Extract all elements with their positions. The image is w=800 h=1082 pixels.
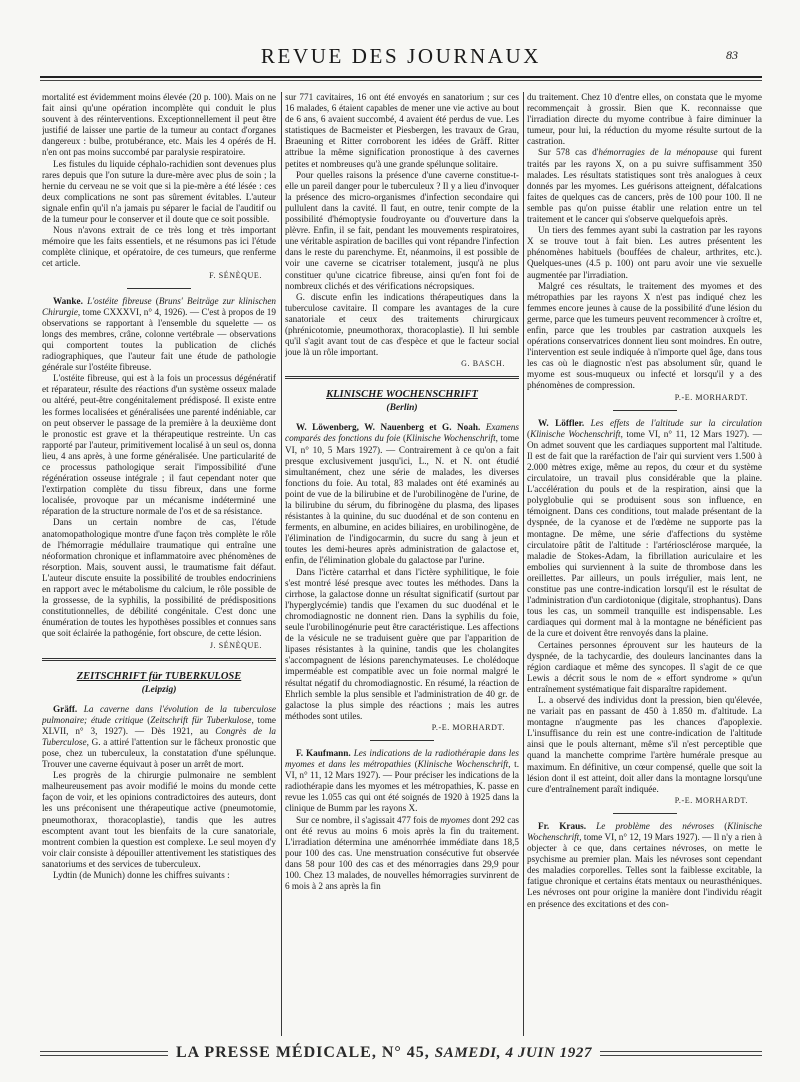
text-run: Certaines personnes éprouvent sur les hauteurs de la dyspnée, de la tachycardie, des douleurs lancinantes dans la région cardiaque et même des syncopes. Il s'agit de ce que Lewis a décrit sous le nom de « effort syndrome » qu'un entraînement systématique fait disparaître rapidement. [527,639,762,694]
paragraph [527,92,762,147]
journal-citation: Zeitschrift für Tuberkulose [150,714,252,725]
text-run: Pour quelles raisons la présence d'une caverne constitue-t-elle un pareil danger pour le tuberculeux ? Il y a lieu d'invoquer la présence des micro-organismes d'infection secondaire qui pullulent dans la cavité. Il faut, en outre, tenir compte de la possibilité d'hémoptysie foudroyante ou d'ouverture dans la plèvre. Enfin, il se fait, pendant les mouvements respiratoires, une véritable aspiration de bacilles qui vont répandre l'infection dans le reste du parenchyme. Et, néanmoins, il est possible de voir une caverne se cicatriser totalement, jusqu'à ne plus constituer qu'une cicatrice fibreuse, ainsi qu'en font foi de nombreux clichés et des vérifications nécropsiques. [285,169,519,291]
reviewer-signature: G. BASCH. [461,359,505,369]
paragraph [527,225,762,280]
section-separator [285,376,519,379]
text-run: Les fistules du liquide céphalo-rachidien sont devenues plus rares depuis que l'on suture la dure-mère avec plus de soin ; la hernie du cerveau ne se voit que si la pie-mère a été lésée : ces deux complications ne sont pas sûrement évitables. L'auteur signale enfin qu'il n'a jamais pu séparer le facial de l'auditif ou de la tumeur pour le conserver et il doute que ce soit possible. [42,158,276,225]
text-run: Un tiers des femmes ayant subi la castration par les rayons X se trouve tout à fait bien. Les autres présentent les phénomènes habituels (bouffées de chaleur, arthrites, etc.). Quelques-unes (4.5 p. 100) ont paru avoir une vie sexuelle augmentée par l'irradiation. [527,225,762,280]
article-author: Wanke. [53,295,83,306]
text-run: dont 292 cas ont été revus au moins 6 mois après la fin du traitement. L'irradiation détermina une aménorrhée immédiate dans 18,5 pour 100 des cas. Une menstruation consécutive fut observée dans 58 pour 100 des cas et des ménorragies dans 29,9 pour 100. Chez 13 malades, de nouvelles hémorragies survinrent de 6 mois à 2 ans après la fin [285,814,519,892]
paragraph [285,92,519,170]
footer-journal: LA PRESSE MÉDICALE, N° 45, [176,1044,435,1061]
section-separator [127,288,191,289]
text-run: , tome VI, n° 12, 19 Mars 1927). — Il n'y a rien à objecter à ce que, dans certaines névroses, on mette le psychisme au premier plan. Mais les névroses sont cependant des maladies corporelles. Telles sont la faiblesse excitable, la fatigue chronique et certains états mentaux ou neurasthéniques. Les névroses ont pour origine la manière dont l'individu réagit en présence des excitations et des con- [527,832,762,909]
journal-heading [42,670,276,696]
article-title: Examens comparés des fonctions du foie [285,422,519,444]
text-run: , tome XLVII, n° 3, 1927). — Dès 1921, au [42,714,276,736]
text-run: G. discute enfin les indications thérapeutiques dans la tuberculose cavitaire. Il compare les avantages de la cure sanatoriale et ceux des traitements chirurgicaux (phrénicotomie, pneumothorax, thoracoplastie). Il lui semble qu'il s'agit avant tout de cas d'espèce et que le facteur social joue là un rôle important. [285,291,519,358]
journal-citation: Klinische Wochenschrift [417,759,509,770]
footer-ornament-line [40,1051,168,1056]
section-separator [613,813,677,814]
article-title: La caverne dans l'évolution de la tuberculose pulmonaire; étude critique [42,703,276,725]
article-author: W. Löffler. [538,417,585,428]
journal-name-line [285,388,519,401]
journal-heading [285,388,519,414]
text-run: , t. VI, n° 11, 12 Mars 1927). — Pour préciser les indications de la radiothérapie dans les myomes et les métropathies, K. passe en revue les 1.055 cas qui ont été soignés de 1920 à 1925 dans la clinique de Bumm par les rayons X. [285,759,519,814]
text-run: sur 771 cavitaires, 16 ont été envoyés en sanatorium ; sur ces 16 malades, 6 étaient capables de mener une vie active au bout de 6 ans, 6 avaient succombé, 4 avaient été perdus de vue. Les statistiques de Bacmeister et Piesbergen, les travaux de Grau, Braeuning et Ritter corroborent les idées de Gräff. Ritter attribue la même signification pronostique à des cavernes petites et nombreuses qu'à une grande spélunque solitaire. [285,92,519,169]
article-title: Le problème des névroses [596,820,715,831]
text-run: , tome VI, n° 11, 12 Mars 1927). — On admet souvent que les cardiaques supportent mal l'altitude. Il est de fait que la raréfaction de l'air qui survient vers 1.500 à 2.000 mètres exige, même au repos, du cœur et du système circulatoire, un travail plus considérable que la plaine. L'accélération du pouls et de la respiration, ainsi que la polyglobulie qui se produisent sous son influence, en témoignent. Dans ces conditions, tout malade présentant de la dyspnée, de la cyanose et de l'œdème ne supporte pas la montagne. De même, une série d'affections du système circulatoire pâtit de l'altitude : l'artériosclérose marquée, la maladie de Stokes-Adam, la fibrillation auriculaire et les embolies qui surviennent à la suite de thrombose dans les oreillettes. Par ailleurs, un pouls irrégulier, mais lent, ne constitue pas une contre-indication lorsqu'il est le résultat de l'administration d'un cardiotonique (digitale, strophantus). Dans tous les cas, un sommeil tranquille est indispensable. Les cardiaques qui dorment mal à la montagne ne bénéficient pas de la cure et doivent être renvoyés dans la plaine. [527,428,762,639]
article-author: Gräff. [53,703,78,714]
journal-name-line [42,670,276,683]
reviewer-signature: P.-E. MORHARDT. [674,795,748,805]
journal-city: (Berlin) [386,403,418,414]
article-author: F. Kaufmann. [296,747,351,758]
emphasis-text: Congrès de la Tuberculose [42,725,276,747]
article-title: L'ostéite fibreuse [87,295,152,306]
column-divider [281,92,282,1036]
text-run: qui furent traités par les rayons X, on a pu suivre suffisamment 350 malades. Les résultats statistiques sont très analogues à ceux donnés par les myomes. Les guérisons atteignent, défalcations faites de quelques cas de cancers, près de 100 pour 100. Il ne semble pas qu'on puisse établir une relation entre un tel traitement et le cancer qui s'observe quelquefois après. [527,147,762,225]
text-run: , tome VI, n° 10, 5 Mars 1927). — Contrairement à ce qu'on a fait presque exclusivement jusqu'ici, L., N. et N. ont étudié simultanément, chez une série de malades, les diverses fonctions du foie. Au total, 83 malades ont été examinés au point de vue de la bilirubine et de l'urobilinogène de l'urine, de la bilirubine du sérum, du fibrinogène du plasma, des lipases résistantes à la quinine, du suc duodénal et de son contenu en ferments, en albumine, en acides biliaires, en urobilinogène, de l'élimination de l'indigocarmin, du sucre du sang à jeun et toutes les demi-heures après administration de galactose et, enfin, de l'élimination globale du galactose par l'urine. [285,433,519,566]
text-run: Les progrès de la chirurgie pulmonaire ne semblent malheureusement pas avoir modifié le moins du monde cette façon de voir, et les opinions contradictoires des auteurs, dont les uns préconisent une thérapeutique active (pneumotomie, pneumothorax, thoracoplastie), tandis que les autres escomptent avant tout les bienfaits de la cure sanatoriale, montrent combien la question est complexe. Le seul moyen d'y voir clair consiste à dépouiller attentivement les statistiques des sanatoriums et des services de tuberculeux. [42,770,276,869]
footer-masthead [168,1044,600,1062]
text-run: , G. a attiré l'attention sur le fâcheux pronostic que pose, chez un tuberculeux, la constatation d'une spélunque. Trouver une caverne équivaut à poser un arrêt de mort. [42,736,276,770]
text-run: Lydtin (de Munich) donne les chiffres suivants : [53,870,230,880]
text-run: ( [400,433,407,444]
text-run: Malgré ces résultats, le traitement des myomes et des métropathies par les rayons X n'est pas indiqué chez les femmes encore jeunes à cause de la possibilité d'une lésion du germe, parce que les tumeurs peuvent recommencer à croître et, enfin, parce que les troubles par castration auxquels les opérations conservatrices donnent lieu sont moindres. En outre, l'intervention est seule indiquée à n'importe quel âge, dans tous les cas où le diagnostic n'est pas absolument sûr, quand le myome est sous-muqueux ou infecté et lorsqu'il y a des phénomènes de compression. [527,280,762,391]
column-3 [527,92,762,1036]
journal-citation: Klinische Wochenschrift [527,820,762,842]
page-number: 83 [726,48,738,62]
paragraph [42,770,276,870]
paragraph [285,815,519,893]
article-title: Les indications de la radiothérapie dans les myomes et dans les métropathies [285,747,519,770]
section-separator [370,740,434,741]
text-run: Dans un certain nombre de cas, l'étude anatomopathologique montre d'une façon très complète le rôle de l'hémorragie médullaire traumatique qui entraîne une néoformation chronique et inflammatoire avec phénomènes de résorption. Mais, souvent aussi, le traumatisme fait défaut. L'auteur discute ensuite la possibilité de troubles endocriniens en rapport avec le métabolisme du calcium, le rôle possible de la grossesse, de la syphilis, la possibilité de prédispositions constitutionnelles, de débilité congénitale. C'est donc une énumération de toutes les hypothèses possibles et connues sans que soit éclairée la pathogénie, fort obscure, de cette lésion. [42,517,276,639]
text-run: Sur 578 cas d' [538,147,599,158]
reviewer-signature: J. SÉNÈQUE. [209,640,262,650]
footer-ornament-line [600,1051,762,1056]
paragraph [527,281,762,392]
text-run: Sur ce nombre, il s'agissait 477 fois de [296,814,441,825]
text-run: L. a observé des individus dont la pression, bien qu'élevée, ne variait pas en passant de 450 à 1.850 m. d'altitude. La montagne n'augmente pas les chances d'apoplexie. L'insuffisance du rein est une contre-indication de l'altitude ainsi que le pouls alternant, même s'il n'est perceptible que quand la manchette comprime l'artère humérale presque au maximum. En définitive, un cœur compensé, quelle que soit la lésion dont il est atteint, doit aller dans la montagne lorsqu'une cure d'entraînement paraît indiquée. [527,694,762,794]
text-run: Nous n'avons extrait de ce très long et très important mémoire que les faits essentiels, et ne résumons pas ici l'étude complète clinique, et opératoire, de ces tumeurs, que renferme cet article. [42,225,276,269]
paragraph [42,225,276,269]
text-run: ( [410,759,418,770]
journal-citation: Klinische Wochenschrift [530,428,621,439]
text-run: L'ostéite fibreuse, qui est à la fois un processus dégénératif et réparateur, résulte des réactions d'un système osseux malade ou altéré, peut-être congénitalement prédisposé. Il existe entre les formes localisées et généralisées une parenté indéniable, car on peut observer le passage de la première à la deuxième dont le pronostic est grave et la thérapeutique restreinte. Un cas rapporté par l'auteur, primitivement localisé à un seul os, donna lieu, 4 ans après, à une forme généralisée. Une particularité de ce processus pathologique serait l'impossibilité d'une régénération osseuse intégrale ; il faut cependant noter que l'extirpation complète du tissu fibreux, dans une forme localisée, provoque par un mécanisme indéterminé une réparation de la structure normale de l'os et de sa résistance. [42,373,276,517]
column-1 [42,92,276,1036]
text-run: ( [151,295,159,306]
paragraph [527,695,762,795]
paragraph [42,870,276,881]
article-author: W. Löwenberg, W. Nauenberg et G. Noah. [296,422,481,433]
journal-name: ZEITSCHRIFT für TUBERKULOSE [76,670,242,682]
page-header [40,36,762,78]
footer-date: SAMEDI, 4 JUIN 1927 [434,1045,593,1061]
article-title: Les effets de l'altitude sur la circulation [590,417,762,428]
reviewer-signature: P.-E. MORHARDT. [674,392,748,402]
text-run: du traitement. Chez 10 d'entre elles, on constata que le myome recommençait à grossir. Bien que K. reconnaisse que l'irradiation directe du myome contribue à faire diminuer la tumeur, pour lui, la réduction du myome résulte surtout de la castration. [527,92,762,147]
paragraph [285,292,519,359]
paragraph [42,373,276,517]
section-separator [42,658,276,661]
text-run: ( [143,714,151,725]
article-lead-paragraph [527,821,762,910]
paragraph [42,159,276,226]
text-run [586,821,596,831]
journal-citation: Bruns' Beiträge zur klinischen Chirurgie [42,295,276,317]
reviewer-signature: F. SÉNÈQUE. [209,270,262,280]
emphasis-text: hémorragies de la ménopause [598,147,718,158]
journal-name: KLINISCHE WOCHENSCHRIFT [326,389,478,401]
paragraph [527,147,762,225]
article-lead-paragraph [285,422,519,566]
article-lead-paragraph [42,296,276,374]
paragraph [42,517,276,639]
paragraph [527,640,762,695]
column-divider [523,92,524,1036]
article-columns [40,92,762,1036]
column-2 [285,92,519,1036]
article-author: Fr. Kraus. [538,820,587,831]
journal-city: (Leipzig) [141,684,177,695]
reviewer-signature: P.-E. MORHARDT. [431,722,505,732]
article-lead-paragraph [285,748,519,815]
text-run: ( [527,428,531,439]
paragraph [42,92,276,159]
text-run: mortalité est évidemment moins élevée (20 p. 100). Mais on ne fait ainsi qu'une opération incomplète qui conduit le plus souvent à des réinterventions. Exceptionnellement il peut être justifié de laisser une partie de la tumeur au contact d'organes dangereux : bulbe, protubérance, etc. Mais les 4 opérés de H. n'en ont pas moins succombé par paralysie respiratoire. [42,92,276,158]
text-run: Dans l'ictère catarrhal et dans l'ictère syphilitique, le foie s'est montré lésé presque avec toutes les méthodes. Dans la cirrhose, la galactose donne un résultat significatif (surtout par l'hyperglycémie) tandis que l'examen du suc duodénal et le chromodiagnostic ne donnent rien. Dans la syphilis du foie, seule l'urobilinogénurie peut être caractéristique. Les affections de la vésicule ne se traduisent guère que par l'apparition de lipases résistantes à la quinine, tandis que les cholangites s'accompagnent de lésions parenchymateuses. Le cholédoque imperméable est compatible avec un foie normal malgré le résultat négatif du chromodiagnostic. En résumé, la réaction de Ehrlich semble la plus sensible et l'administration de 40 gr. de galactose la plus simple des réactions ; mais les autres méthodes sont utiles. [285,566,519,721]
text-run: , tome CXXXVI, n° 4, 1926). — C'est à propos de 19 observations se rapportant à l'ensemble du squelette — os longs des membres, crâne, colonne vertébrale — observations qui comportent toutes la publication de clichés radiographiques, que l'auteur fait une étude de pathologie générale sur l'ostéite fibreuse. [42,306,276,373]
page-footer [40,1041,762,1065]
section-title: REVUE DES JOURNAUX [260,44,542,68]
paragraph [285,567,519,722]
article-lead-paragraph [527,418,762,640]
emphasis-text: myomes [440,814,471,825]
text-run: ( [714,820,728,831]
paragraph [285,170,519,292]
section-separator [613,410,677,411]
journal-citation: Klinische Wochenschrift [406,433,496,444]
article-lead-paragraph [42,704,276,771]
